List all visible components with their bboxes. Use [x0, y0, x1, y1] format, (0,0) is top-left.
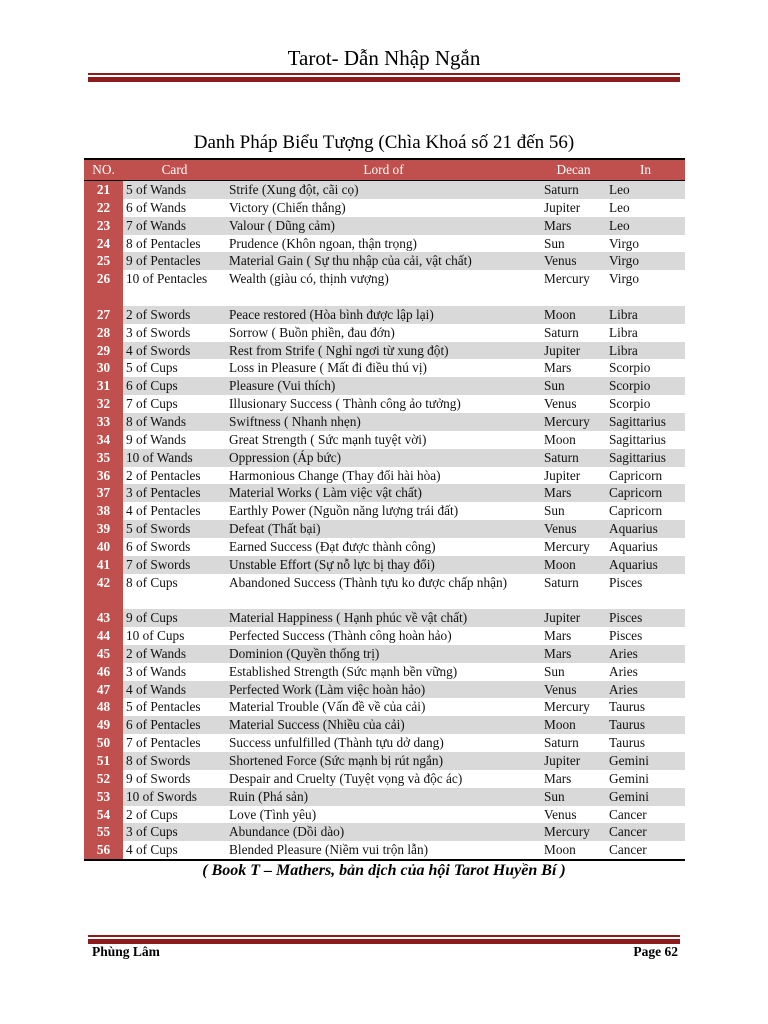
cell-no: 27: [84, 306, 123, 324]
cell-no: 55: [84, 823, 123, 841]
cell-card: 2 of Cups: [126, 806, 178, 822]
cell-in: Aries: [609, 663, 638, 679]
cell-lord: Sorrow ( Buồn phiền, đau đớn): [229, 324, 395, 340]
table-row: [84, 377, 685, 395]
table-row: [84, 681, 685, 699]
cell-no: 39: [84, 520, 123, 538]
cell-in: Gemini: [609, 770, 649, 786]
cell-card: 9 of Swords: [126, 770, 191, 786]
cell-in: Leo: [609, 199, 630, 215]
cell-in: Capricorn: [609, 503, 663, 519]
cell-in: Capricorn: [609, 467, 663, 483]
cell-decan: Mars: [541, 217, 606, 235]
cell-decan: Mercury: [544, 271, 590, 287]
table-row: [84, 467, 685, 485]
cell-card: 7 of Cups: [126, 396, 178, 412]
cell-lord: Loss in Pleasure ( Mất đi điều thú vị): [229, 360, 427, 376]
cell-lord: Illusionary Success ( Thành công ảo tưởng): [229, 396, 461, 412]
cell-in: Taurus: [609, 699, 645, 715]
cell-lord: Earthly Power (Nguồn năng lượng trái đất): [229, 503, 459, 519]
table-row: [84, 841, 685, 860]
cell-card: 4 of Swords: [123, 342, 226, 360]
cell-in: Leo: [606, 217, 685, 235]
cell-lord: Perfected Work (Làm việc hoàn hảo): [226, 681, 541, 699]
table-row: [84, 449, 685, 467]
cell-no: 48: [84, 698, 123, 716]
table-row: [84, 431, 685, 449]
cell-lord: Great Strength ( Sức mạnh tuyệt vời): [229, 431, 427, 447]
cell-no: 28: [84, 324, 123, 342]
column-header-no: NO.: [84, 159, 123, 181]
cell-card: 3 of Swords: [126, 324, 191, 340]
table-row: [84, 235, 685, 253]
cell-no: 53: [84, 788, 123, 806]
table-row: [84, 627, 685, 645]
cell-in: Taurus: [606, 716, 685, 734]
cell-card: 3 of Cups: [123, 823, 226, 841]
cell-lord: Shortened Force (Sức mạnh bị rút ngắn): [226, 752, 541, 770]
cell-card: 8 of Cups: [126, 574, 178, 590]
cell-no: 43: [84, 609, 123, 627]
cell-in: Cancer: [609, 806, 647, 822]
cell-in: Sagittarius: [606, 413, 685, 431]
table-row: [84, 342, 685, 360]
cell-in: Pisces: [609, 574, 643, 590]
cell-decan: Sun: [541, 788, 606, 806]
cell-card: 6 of Wands: [126, 199, 186, 215]
cell-decan: Jupiter: [544, 467, 581, 483]
table-row: [84, 502, 685, 520]
cell-lord: Love (Tình yêu): [229, 806, 317, 822]
cell-no: 47: [84, 681, 123, 699]
cell-card: 4 of Cups: [123, 841, 226, 860]
table-row: [84, 698, 685, 716]
cell-no: 22: [84, 199, 123, 217]
cell-no: 50: [84, 734, 123, 752]
cell-lord: Material Trouble (Vấn đề về của cải): [229, 699, 426, 715]
cell-lord: Material Works ( Làm việc vật chất): [226, 484, 541, 502]
cell-decan: Moon: [541, 716, 606, 734]
cell-card: 6 of Pentacles: [123, 716, 226, 734]
cell-decan: Mars: [544, 360, 572, 376]
cell-decan: Saturn: [544, 324, 579, 340]
cell-decan: Jupiter: [544, 199, 581, 215]
table-header-row: [84, 159, 685, 181]
cell-decan: Saturn: [541, 181, 606, 199]
cell-no: 36: [84, 467, 123, 485]
cell-decan: Mercury: [544, 538, 590, 554]
table-row: [84, 181, 685, 199]
table-row: [84, 806, 685, 824]
cell-in: Aquarius: [606, 520, 685, 538]
cell-no: 34: [84, 431, 123, 449]
cell-decan: Moon: [544, 431, 576, 447]
cell-in: Cancer: [606, 841, 685, 860]
cell-no: 26: [84, 270, 123, 306]
cell-lord: Valour ( Dũng cảm): [226, 217, 541, 235]
cell-card: 10 of Swords: [123, 788, 226, 806]
cell-lord: Success unfulfilled (Thành tựu dở dang): [229, 735, 444, 751]
footer-rule: [88, 935, 680, 944]
cell-in: Taurus: [609, 735, 645, 751]
cell-in: Gemini: [606, 788, 685, 806]
cell-lord: Ruin (Phá sản): [226, 788, 541, 806]
cell-no: 46: [84, 663, 123, 681]
cell-lord: Oppression (Áp bức): [226, 449, 541, 467]
cell-decan: Jupiter: [541, 342, 606, 360]
cell-decan: Venus: [544, 396, 577, 412]
cell-decan: Mercury: [544, 699, 590, 715]
cell-decan: Saturn: [544, 735, 579, 751]
header-title: Tarot- Dẫn Nhập Ngắn: [287, 46, 481, 70]
cell-card: 6 of Cups: [123, 377, 226, 395]
tarot-table: [84, 158, 685, 861]
cell-card: 10 of Cups: [126, 628, 185, 644]
table-row: [84, 823, 685, 841]
cell-lord: Defeat (Thất bại): [226, 520, 541, 538]
cell-card: 10 of Pentacles: [126, 271, 208, 287]
cell-decan: Moon: [541, 841, 606, 860]
cell-decan: Venus: [541, 681, 606, 699]
table-row: [84, 770, 685, 788]
cell-decan: Sun: [544, 503, 565, 519]
cell-card: 4 of Wands: [123, 681, 226, 699]
cell-in: Capricorn: [606, 484, 685, 502]
cell-lord: Established Strength (Sức mạnh bền vững): [229, 663, 458, 679]
cell-in: Pisces: [606, 609, 685, 627]
cell-decan: Sun: [544, 235, 565, 251]
table-row: [84, 199, 685, 217]
table-row: [84, 538, 685, 556]
cell-no: 51: [84, 752, 123, 770]
cell-no: 54: [84, 806, 123, 824]
cell-in: Aries: [606, 681, 685, 699]
cell-decan: Mercury: [541, 823, 606, 841]
column-header-in: In: [606, 159, 685, 181]
cell-decan: Saturn: [541, 449, 606, 467]
table-row: [84, 252, 685, 270]
cell-no: 40: [84, 538, 123, 556]
cell-card: 9 of Wands: [126, 431, 186, 447]
cell-in: Leo: [606, 181, 685, 199]
cell-lord: Blended Pleasure (Niềm vui trộn lẫn): [226, 841, 541, 860]
cell-lord: Earned Success (Đạt được thành công): [229, 538, 436, 554]
cell-no: 29: [84, 342, 123, 360]
table-row: [84, 556, 685, 574]
cell-card: 8 of Pentacles: [126, 235, 201, 251]
cell-in: Gemini: [606, 752, 685, 770]
cell-decan: Jupiter: [541, 752, 606, 770]
cell-in: Virgo: [606, 252, 685, 270]
cell-decan: Sun: [544, 663, 565, 679]
cell-no: 37: [84, 484, 123, 502]
cell-lord: Material Happiness ( Hạnh phúc về vật chất): [226, 609, 541, 627]
cell-no: 41: [84, 556, 123, 574]
cell-decan: Mars: [544, 770, 572, 786]
cell-card: 10 of Wands: [123, 449, 226, 467]
cell-no: 35: [84, 449, 123, 467]
cell-card: 8 of Swords: [123, 752, 226, 770]
table-caption: ( Book T – Mathers, bản dịch của hội Tarot Huyền Bí ): [202, 862, 566, 879]
cell-decan: Jupiter: [541, 609, 606, 627]
cell-lord: Material Gain ( Sự thu nhập của cải, vật chất): [226, 252, 541, 270]
table-row: [84, 716, 685, 734]
cell-no: 33: [84, 413, 123, 431]
cell-in: Scorpio: [606, 377, 685, 395]
cell-in: Libra: [609, 324, 638, 340]
cell-decan: Sun: [541, 377, 606, 395]
table-row: [84, 484, 685, 502]
cell-card: 7 of Pentacles: [126, 735, 201, 751]
cell-lord: Peace restored (Hòa bình được lập lại): [226, 306, 541, 324]
cell-in: Virgo: [609, 235, 639, 251]
cell-card: 5 of Wands: [123, 181, 226, 199]
cell-decan: Mercury: [541, 413, 606, 431]
cell-decan: Venus: [541, 252, 606, 270]
footer-author: Phùng Lâm: [92, 944, 160, 959]
cell-lord: Harmonious Change (Thay đổi hài hòa): [229, 467, 441, 483]
cell-card: 5 of Cups: [126, 360, 178, 376]
cell-lord: Strife (Xung đột, cãi cọ): [226, 181, 541, 199]
cell-card: 5 of Swords: [123, 520, 226, 538]
cell-lord: Wealth (giàu có, thịnh vượng): [229, 271, 389, 287]
cell-card: 5 of Pentacles: [126, 699, 201, 715]
cell-lord: Pleasure (Vui thích): [226, 377, 541, 395]
table-row: [84, 217, 685, 235]
cell-in: Aquarius: [609, 538, 658, 554]
cell-card: 4 of Pentacles: [126, 503, 201, 519]
cell-decan: Moon: [541, 306, 606, 324]
table-row: [84, 520, 685, 538]
cell-no: 42: [84, 574, 123, 610]
table-row: [84, 609, 685, 627]
table-row: [84, 324, 685, 342]
table-row: [84, 574, 685, 610]
cell-in: Cancer: [606, 823, 685, 841]
cell-no: 45: [84, 645, 123, 663]
cell-in: Libra: [606, 342, 685, 360]
cell-card: 9 of Cups: [123, 609, 226, 627]
cell-lord: Material Success (Nhiều của cải): [226, 716, 541, 734]
cell-lord: Unstable Effort (Sự nỗ lực bị thay đổi): [226, 556, 541, 574]
cell-card: 6 of Swords: [126, 538, 191, 554]
cell-no: 24: [84, 235, 123, 253]
cell-in: Aquarius: [606, 556, 685, 574]
cell-card: 8 of Wands: [123, 413, 226, 431]
header-rule: [88, 73, 680, 82]
table-row: [84, 306, 685, 324]
cell-lord: Abandoned Success (Thành tựu ko được chấp nhận): [229, 574, 508, 590]
table-row: [84, 788, 685, 806]
cell-in: Virgo: [609, 271, 639, 287]
cell-in: Pisces: [609, 628, 643, 644]
cell-lord: Prudence (Khôn ngoan, thận trọng): [229, 235, 417, 251]
cell-lord: Despair and Cruelty (Tuyệt vọng và độc ác): [229, 770, 463, 786]
cell-card: 3 of Pentacles: [123, 484, 226, 502]
cell-decan: Saturn: [544, 574, 579, 590]
cell-lord: Dominion (Quyền thống trị): [226, 645, 541, 663]
table-row: [84, 413, 685, 431]
cell-decan: Mars: [541, 645, 606, 663]
cell-in: Sagittarius: [606, 449, 685, 467]
cell-decan: Venus: [544, 806, 577, 822]
table-row: [84, 270, 685, 306]
cell-card: 2 of Swords: [123, 306, 226, 324]
cell-no: 25: [84, 252, 123, 270]
cell-no: 56: [84, 841, 123, 860]
cell-lord: Abundance (Dồi dào): [226, 823, 541, 841]
cell-no: 49: [84, 716, 123, 734]
cell-no: 32: [84, 395, 123, 413]
cell-card: 7 of Swords: [123, 556, 226, 574]
cell-no: 21: [84, 181, 123, 199]
cell-decan: Venus: [541, 520, 606, 538]
column-header-decan: Decan: [541, 159, 606, 181]
cell-in: Scorpio: [609, 396, 651, 412]
cell-decan: Moon: [541, 556, 606, 574]
cell-in: Aries: [606, 645, 685, 663]
cell-card: 9 of Pentacles: [123, 252, 226, 270]
table-row: [84, 395, 685, 413]
table-row: [84, 663, 685, 681]
cell-in: Sagittarius: [609, 431, 666, 447]
cell-no: 38: [84, 502, 123, 520]
cell-no: 23: [84, 217, 123, 235]
table-title: Danh Pháp Biểu Tượng (Chìa Khoá số 21 đến 56): [193, 132, 575, 153]
cell-decan: Mars: [544, 628, 572, 644]
cell-no: 52: [84, 770, 123, 788]
cell-card: 2 of Wands: [123, 645, 226, 663]
footer-page-number: Page 62: [633, 944, 678, 959]
table-row: [84, 645, 685, 663]
table-row: [84, 734, 685, 752]
cell-card: 2 of Pentacles: [126, 467, 201, 483]
cell-card: 3 of Wands: [126, 663, 186, 679]
cell-no: 30: [84, 359, 123, 377]
cell-no: 44: [84, 627, 123, 645]
table-row: [84, 752, 685, 770]
cell-lord: Perfected Success (Thành công hoàn hảo): [229, 628, 452, 644]
column-header-lord: Lord of: [226, 159, 541, 181]
cell-decan: Mars: [541, 484, 606, 502]
cell-card: 7 of Wands: [123, 217, 226, 235]
cell-lord: Rest from Strife ( Nghỉ ngơi từ xung đột): [226, 342, 541, 360]
cell-in: Scorpio: [609, 360, 651, 376]
cell-in: Libra: [606, 306, 685, 324]
column-header-card: Card: [123, 159, 226, 181]
cell-no: 31: [84, 377, 123, 395]
cell-lord: Swiftness ( Nhanh nhẹn): [226, 413, 541, 431]
table-row: [84, 359, 685, 377]
cell-lord: Victory (Chiến thắng): [229, 199, 346, 215]
